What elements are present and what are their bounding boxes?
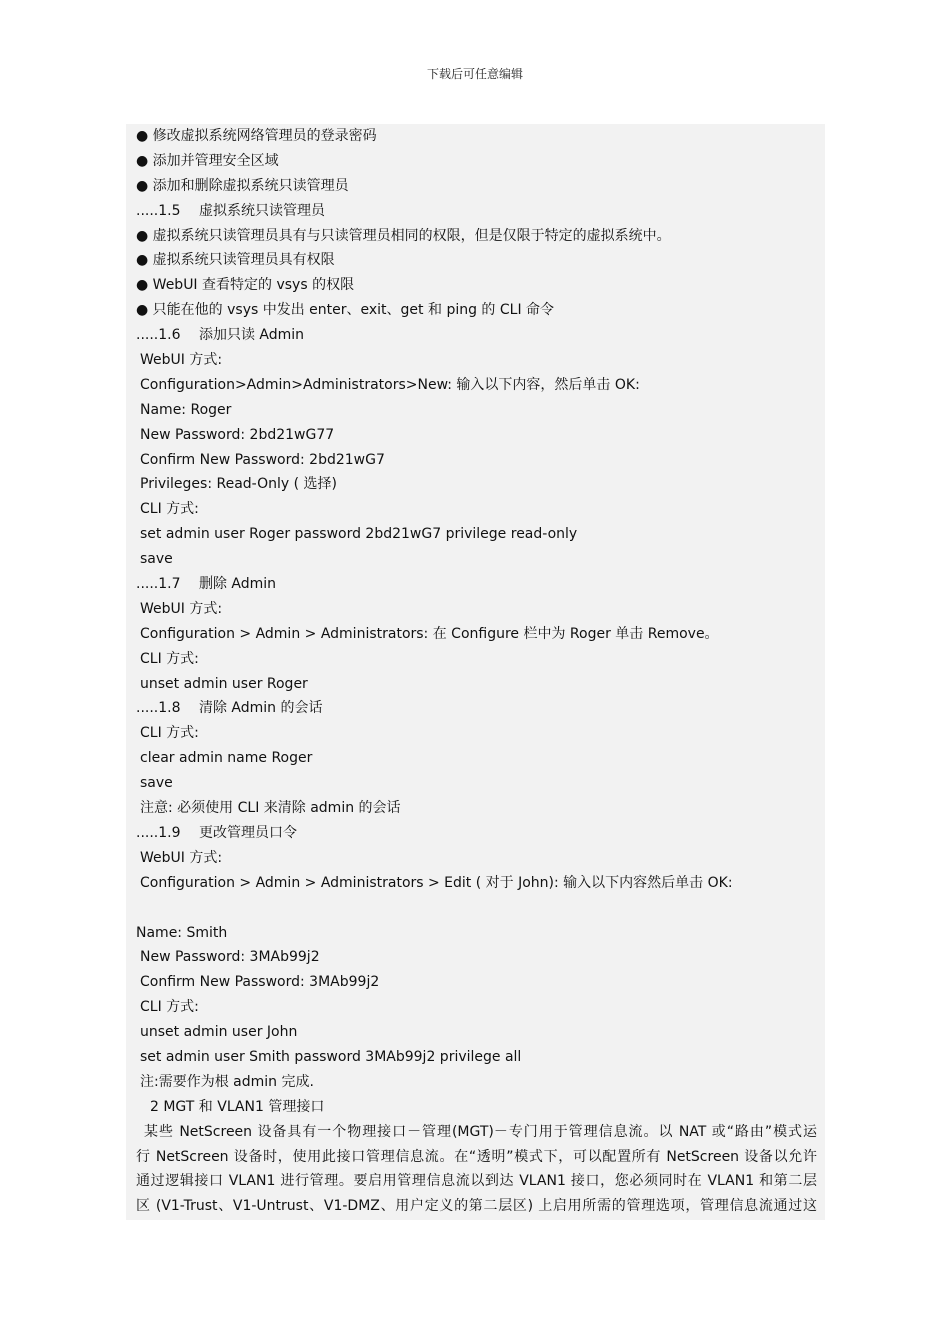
command-line: unset admin user Roger <box>140 675 308 692</box>
note-line: 注:需要作为根 admin 完成. <box>140 1073 314 1090</box>
text-line: Privileges: Read-Only ( 选择) <box>140 476 337 493</box>
section-heading: .....1.9 更改管理员口令 <box>136 824 297 841</box>
section-heading: .....1.6 添加只读 Admin <box>136 327 305 344</box>
section-heading: .....1.8 清除 Admin 的会话 <box>136 700 323 717</box>
text-line: Name: Roger <box>140 401 232 418</box>
bullet-item: ● 添加和删除虚拟系统只读管理员 <box>136 177 349 194</box>
text-line: Configuration > Admin > Administrators: 在 Configure 栏中为 Roger 单击 Remove。 <box>140 625 719 642</box>
paragraph-line: 行 NetScreen 设备时，使用此接口管理信息流。在“透明”模式下，可以配置所有 NetScreen 设备以允许 <box>136 1148 817 1165</box>
bullet-item: ● 修改虚拟系统网络管理员的登录密码 <box>136 128 377 144</box>
text-line: New Password: 2bd21wG77 <box>140 426 335 443</box>
command-line: save <box>140 775 173 792</box>
section-heading: .....1.7 删除 Admin <box>136 576 277 593</box>
text-line: CLI 方式: <box>140 501 199 518</box>
document-body <box>126 124 825 1220</box>
paragraph-line: 通过逻辑接口 VLAN1 进行管理。要启用管理信息流以到达 VLAN1 接口，您必须同时在 VLAN1 和第二层 <box>136 1173 817 1190</box>
text-line: New Password: 3MAb99j2 <box>140 949 320 966</box>
bullet-item: ● 虚拟系统只读管理员具有与只读管理员相同的权限，但是仅限于特定的虚拟系统中。 <box>136 227 671 244</box>
text-line: Configuration > Admin > Administrators > Edit ( 对于 John): 输入以下内容然后单击 OK: <box>140 874 733 891</box>
text-line: WebUI 方式: <box>140 352 223 369</box>
text-line: WebUI 方式: <box>140 849 223 866</box>
text-line: Confirm New Password: 2bd21wG7 <box>140 451 385 468</box>
bullet-item: ● 只能在他的 vsys 中发出 enter、exit、get 和 ping 的 CLI 命令 <box>136 302 555 319</box>
bullet-item: ● 添加并管理安全区域 <box>136 152 279 169</box>
blank-line <box>136 896 825 921</box>
text-line: CLI 方式: <box>140 725 199 742</box>
note-line: 注意: 必须使用 CLI 来清除 admin 的会话 <box>140 800 401 817</box>
text-line: CLI 方式: <box>140 999 199 1016</box>
command-line: save <box>140 551 173 568</box>
command-line: set admin user Smith password 3MAb99j2 privilege all <box>140 1048 522 1065</box>
text-line: Name: Smith <box>136 924 228 941</box>
text-line: CLI 方式: <box>140 650 199 667</box>
text-line: WebUI 方式: <box>140 600 223 617</box>
page-header: 下载后可任意编辑 <box>426 67 523 81</box>
body-paragraph <box>136 1120 825 1220</box>
paragraph-line: 某些 NetScreen 设备具有一个物理接口－管理(MGT)－专门用于管理信息流。以 NAT 或“路由”模式运 <box>144 1123 817 1140</box>
command-line: set admin user Roger password 2bd21wG7 privilege read-only <box>140 526 578 543</box>
text-line: Configuration>Admin>Administrators>New: 输入以下内容，然后单击 OK: <box>140 376 640 393</box>
command-line: clear admin name Roger <box>140 750 313 767</box>
chapter-heading: 2 MGT 和 VLAN1 管理接口 <box>150 1098 325 1115</box>
bullet-item: ● 虚拟系统只读管理员具有权限 <box>136 252 335 269</box>
command-line: unset admin user John <box>140 1024 298 1041</box>
section-heading: .....1.5 虚拟系统只读管理员 <box>136 202 325 219</box>
text-line: Confirm New Password: 3MAb99j2 <box>140 974 380 991</box>
paragraph-line: 区 (V1-Trust、V1-Untrust、V1-DMZ、用户定义的第二层区) 上启用所需的管理选项，管理信息流通过这 <box>136 1198 817 1215</box>
bullet-item: ● WebUI 查看特定的 vsys 的权限 <box>136 277 355 294</box>
